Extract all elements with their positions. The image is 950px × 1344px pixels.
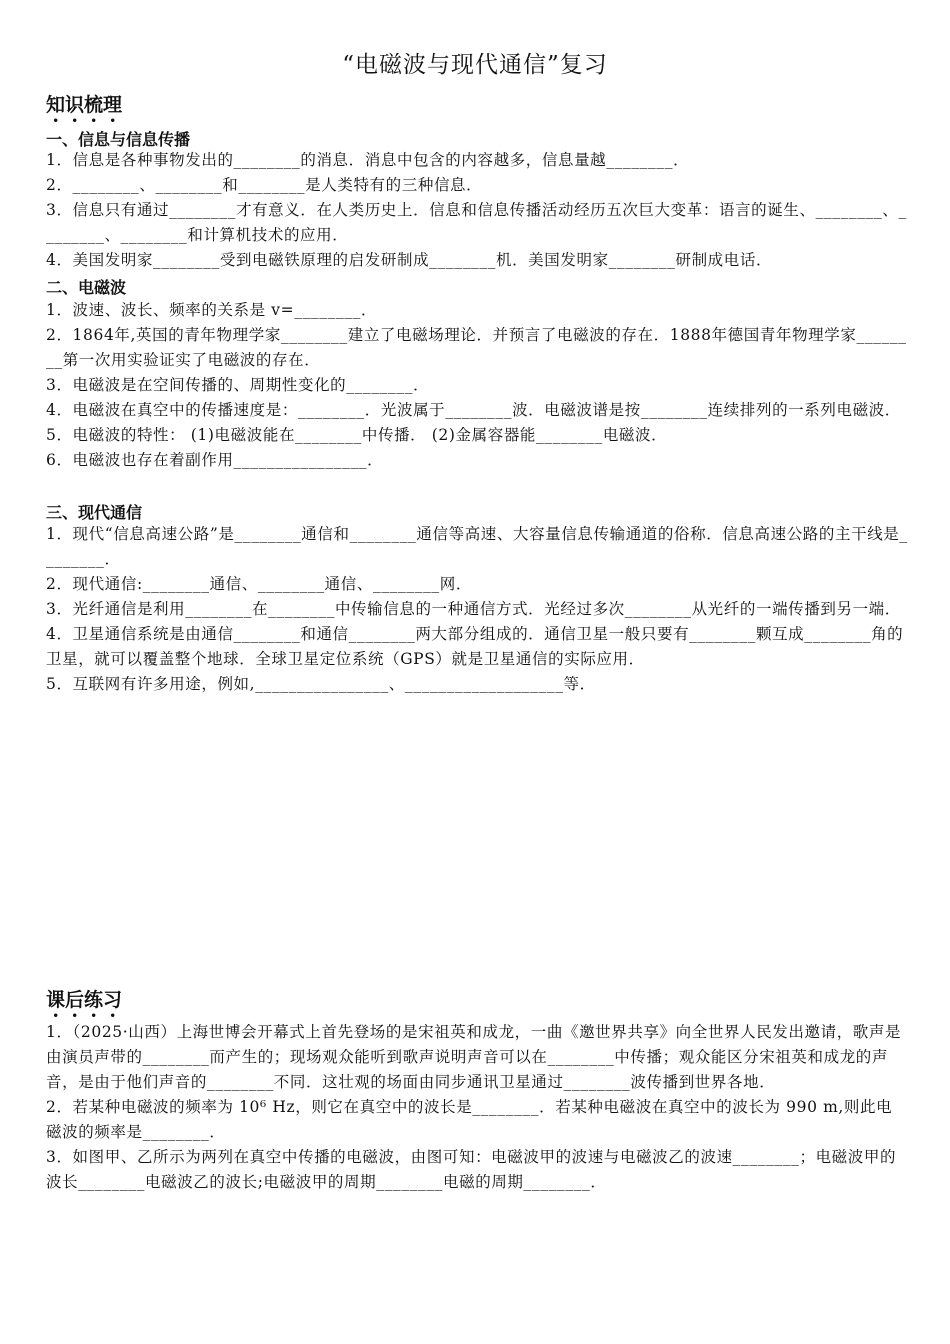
list-item: 4．美国发明家________受到电磁铁原理的启发研制成________机．美国发明家________研制成电话． [46,251,773,269]
list-item: 6．电磁波也存在着副作用________________． [46,451,384,469]
page-title: “电磁波与现代通信”复习 [342,52,608,78]
list-item: 4．卫星通信系统是由通信________和通信________两大部分组成的．通信卫星一般只要有________颗互成________角的卫星，就可以覆盖整个地球．全球卫星定位系统（GPS）就是卫星通信的实际应用． [46,625,904,668]
list-item: 2．若某种电磁波的频率为 10⁶ Hz，则它在真空中的波长是________．若某种电磁波在真空中的波长为 990 m,则此电磁波的频率是________． [46,1098,893,1141]
subheading-information: 一、信息与信息传播 [46,130,191,149]
list-item: 5．互联网有许多用途，例如,________________、___________________等． [46,675,596,693]
list-item: 2．1864年,英国的青年物理学家________建立了电磁场理论．并预言了电磁波的存在．1888年德国青年物理学家________第一次用实验证实了电磁波的存在． [46,326,907,369]
list-practice [46,1020,908,1195]
list-electromagnetic-wave [46,298,908,473]
list-item: 1．（2025·山西）上海世博会开幕式上首先登场的是宋祖英和成龙，一曲《邀世界共享》向全世界人民发出邀请，歌声是由演员声带的________而产生的；现场观众能听到歌声说明声音可以在________中传播；观众能区分宋祖英和成龙的声音，是由于他们声音的________不同．这壮观的场面由同步通讯卫星通过________波传播到世界各地． [46,1023,902,1091]
list-item: 3．信息只有通过________才有意义．在人类历史上．信息和信息传播活动经历五次巨大变革：语言的诞生、________、________、________和计算机技术的应用． [46,201,907,244]
list-item: 3．如图甲、乙所示为两列在真空中传播的电磁波，由图可知：电磁波甲的波速与电磁波乙的波速________；电磁波甲的波长________电磁波乙的波长;电磁波甲的周期________电磁的周期________． [46,1148,897,1191]
subheading-electromagnetic-wave: 二、电磁波 [46,278,127,297]
list-item: 3．光纤通信是利用________在________中传输信息的一种通信方式．光经过多次________从光纤的一端传播到另一端． [46,600,901,618]
list-item: 4．电磁波在真空中的传播速度是：________．光波属于________波．电磁波谱是按________连续排列的一系列电磁波． [46,401,901,419]
section-heading-knowledge: 知识梳理 [46,94,123,116]
list-modern-communication [46,522,908,697]
list-item: 1．现代“信息高速公路”是________通信和________通信等高速、大容量信息传输通道的俗称．信息高速公路的主干线是________． [46,525,908,568]
list-item: 3．电磁波是在空间传播的、周期性变化的________． [46,376,430,394]
list-item: 2．________、________和________是人类特有的三种信息． [46,176,483,194]
list-item: 2．现代通信:________通信、________通信、________网． [46,575,472,593]
list-item: 1．信息是各种事物发出的________的消息．消息中包含的内容越多，信息量越________． [46,151,690,169]
list-information [46,148,908,273]
subheading-modern-communication: 三、现代通信 [46,503,143,522]
list-item: 1．波速、波长、频率的关系是 v=________． [46,301,378,319]
list-item: 5．电磁波的特性： (1)电磁波能在________中传播． (2)金属容器能________电磁波． [46,426,668,444]
section-heading-practice: 课后练习 [46,989,123,1011]
